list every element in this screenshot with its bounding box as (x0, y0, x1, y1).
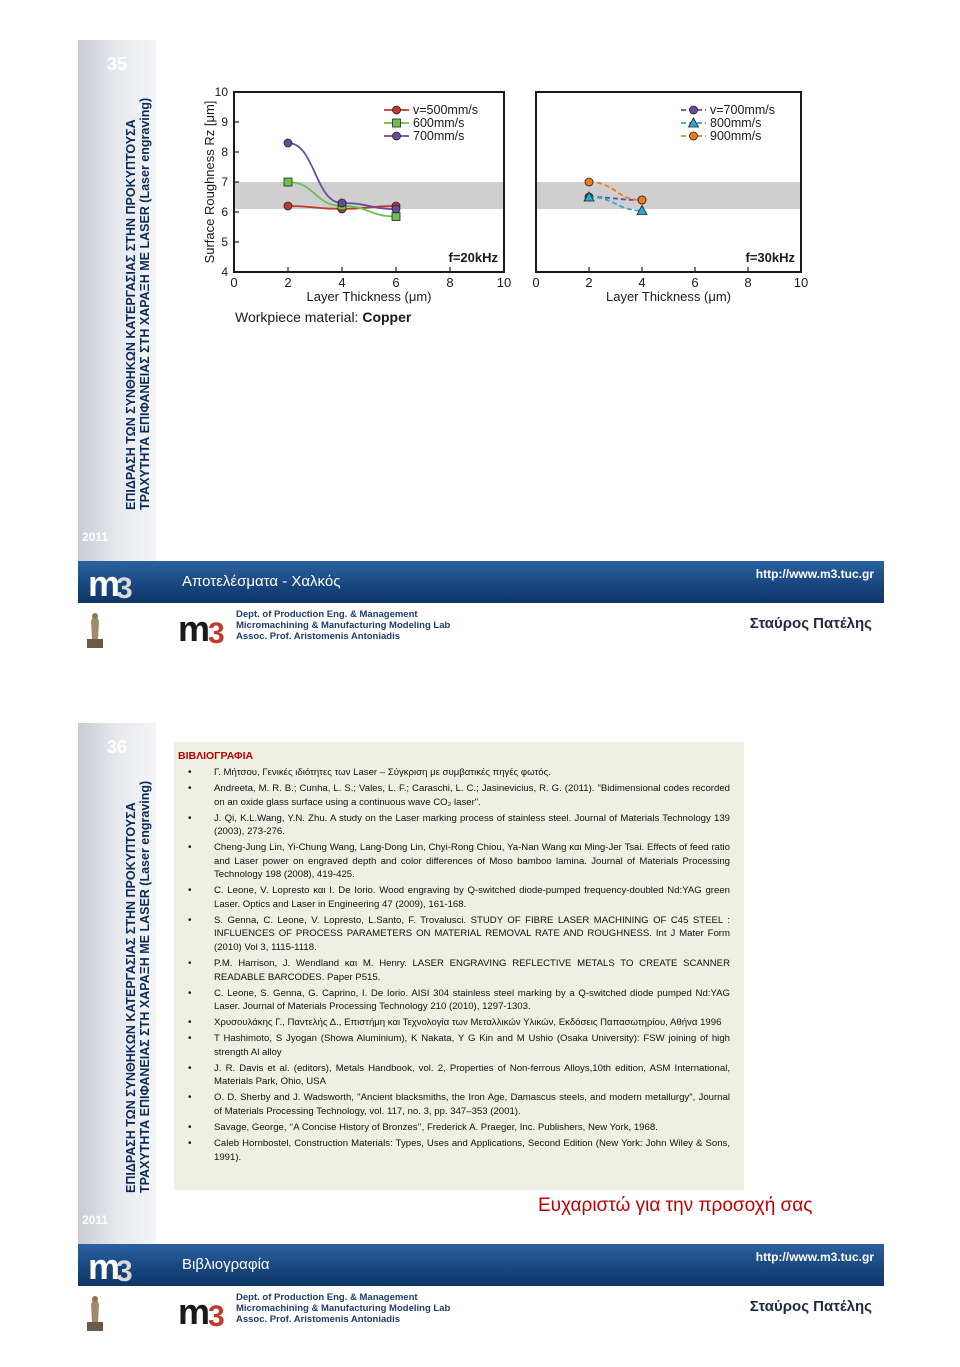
workpiece-label: Workpiece material: Copper (235, 309, 412, 325)
x-tick-label: 0 (532, 275, 540, 290)
y-tick-label: 4 (221, 265, 228, 279)
slide-title: Αποτελέσματα - Χαλκός (182, 573, 341, 590)
lab-line-1: Dept. of Production Eng. & Management (236, 1292, 418, 1303)
lab-info (236, 1292, 450, 1325)
data-point (638, 196, 646, 204)
x-tick-label: 2 (585, 275, 593, 290)
statue-icon (84, 1294, 106, 1332)
data-point (284, 178, 292, 186)
data-point (393, 106, 401, 114)
svg-text:3: 3 (208, 617, 225, 645)
bibliography-box (174, 742, 744, 1190)
m3-footer-logo-icon (178, 609, 234, 645)
x-tick-label: 8 (744, 275, 752, 290)
legend-label: 700mm/s (413, 129, 465, 143)
reference-item: • J. Qi, K.L.Wang, Y.N. Zhu. A study on the Laser marking process of stainless steel. Journal of Materials Technology 139 (2003), 273-276. (174, 812, 744, 839)
reference-item: • Andreeta, M. R. B.; Cunha, L. S.; Vales, L. F.; Caraschi, L. C.; Jasinevicius, R. G. (2011). "Bidimensional codes recorded on an oxide glass surface using a continuous wave CO₂ laser". (174, 782, 744, 809)
x-tick-label: 0 (230, 275, 238, 290)
data-point (392, 213, 400, 221)
x-tick-label: 2 (284, 275, 292, 290)
thanks-message: Ευχαριστώ για την προσοχή σας (538, 1195, 813, 1216)
x-axis-label: Layer Thickness (μm) (306, 289, 432, 304)
x-tick-label: 8 (446, 275, 454, 290)
sidebar (78, 40, 156, 561)
sidebar (78, 723, 156, 1244)
svg-text:3: 3 (116, 1255, 133, 1283)
svg-text:3: 3 (116, 572, 133, 600)
statue-icon (84, 611, 106, 649)
reference-item: • Caleb Hornbostel, Construction Materials: Types, Uses and Applications, Second Edition (New York: John Wiley & Sons, 1991). (174, 1137, 744, 1164)
author-name: Σταύρος Πατέλης (749, 615, 872, 632)
bibliography-title: ΒΙΒΛΙΟΓΡΑΦΙΑ (178, 750, 254, 762)
m3-footer-logo-icon (178, 1292, 234, 1328)
lab-line-2: Micromachining & Manufacturing Modeling Lab (236, 1303, 451, 1314)
reference-item: • C. Leone, V. Lopresto και I. De Iorio. Wood engraving by Q-switched diode-pumped frequency-doubled Nd:YAG green Laser. Optics and Laser in Engineering 47 (2009), 161-168. (174, 884, 744, 911)
reference-item: • S. Genna, C. Leone, V. Lopresto, L.Santo, F. Trovalusci. STUDY OF FIBRE LASER MACHINING OF C45 STEEL : INFLUENCES OF PROCESS PARAMETERS ON MATERIAL REMOVAL RATE AND ROUGHNESS. Int J Mater Form (2010) Vol 3, 1115-1118. (174, 914, 744, 955)
year-label: 2011 (82, 530, 109, 544)
data-point (393, 132, 401, 140)
svg-text:m: m (178, 1292, 211, 1328)
reference-item: • T Hashimoto, S Jyogan (Showa Aluminium), K Nakata, Y G Kin and M Ushio (Osaka University): FSW joining of high strength Al alloy (174, 1032, 744, 1059)
reference-item: • Γ. Μήτσου, Γενικές ιδιότητες των Laser – Σύγκριση με συμβατικές πηγές φωτός. (174, 766, 744, 780)
y-tick-label: 8 (221, 145, 228, 159)
slide-number: 36 (106, 737, 128, 757)
vertical-title-line2: ΤΡΑΧΥΤΗΤΑ ΕΠΙΦΑΝΕΙΑΣ ΣΤΗ ΧΑΡΑΞΗ ΜΕ LASER (Laser engraving) (138, 97, 152, 510)
vertical-title (124, 780, 152, 1193)
vertical-title (124, 97, 152, 510)
y-axis-label: Surface Roughness Rz [μm] (202, 100, 217, 264)
data-point (690, 132, 698, 140)
reference-item: • J. R. Davis et al. (editors), Metals Handbook, vol. 2, Properties of Non-ferrous Alloys,10th edition, ASM International, Materials Park, Ohio, USA (174, 1062, 744, 1089)
x-tick-label: 4 (638, 275, 646, 290)
reference-item: • Savage, George, ‘‘A Concise History of Bronzes’’, Frederick A. Praeger, Inc. Publishers, New York, 1968. (174, 1121, 744, 1135)
frequency-annotation: f=20kHz (448, 250, 498, 265)
svg-text:3: 3 (208, 1300, 225, 1328)
chart-area (196, 40, 884, 340)
m3-logo-icon (86, 1247, 142, 1283)
data-point (392, 205, 400, 213)
lab-info (236, 609, 450, 642)
y-tick-label: 9 (221, 115, 228, 129)
slide-36 (78, 723, 884, 1366)
x-tick-label: 10 (496, 275, 512, 290)
y-tick-label: 10 (214, 85, 228, 99)
legend-label: v=700mm/s (710, 103, 775, 117)
vertical-title-line1: ΕΠΙΔΡΑΣΗ ΤΩΝ ΣΥΝΘΗΚΩΝ ΚΑΤΕΡΓΑΣΙΑΣ ΣΤΗΝ ΠΡΟΚΥΠΤΟΥΣΑ (124, 119, 138, 510)
title-bar (78, 1244, 884, 1286)
reference-item: • Cheng-Jung Lin, Yi-Chung Wang, Lang-Dong Lin, Chyi-Rong Chiou, Ya-Nan Wang και Ming-Jer Tsai. Effects of feed ratio and Laser power on engraved depth and color differences of Moso bamboo lamina. Journal of Materials Processing Technology 198 (2008), 419-425. (174, 841, 744, 882)
frequency-annotation: f=30kHz (745, 250, 795, 265)
y-tick-label: 7 (221, 175, 228, 189)
website-link[interactable]: http://www.m3.tuc.gr (755, 1250, 874, 1264)
x-tick-label: 6 (392, 275, 400, 290)
slide-title: Βιβλιογραφία (182, 1256, 270, 1273)
x-axis-label: Layer Thickness (μm) (605, 289, 732, 304)
reference-item: • Χρυσουλάκης Γ., Παντελής Δ., Επιστήμη και Τεχνολογία των Μεταλλικών Υλικών, Εκδόσεις Παπασωτηρίου, Αθήνα 1996 (174, 1016, 744, 1030)
legend-label: 600mm/s (413, 116, 465, 130)
lab-line-3: Assoc. Prof. Aristomenis Antoniadis (236, 631, 400, 642)
data-point (338, 199, 346, 207)
data-point (284, 139, 292, 147)
target-band (234, 182, 504, 209)
svg-text:m: m (88, 1247, 121, 1283)
vertical-title-line1: ΕΠΙΔΡΑΣΗ ΤΩΝ ΣΥΝΘΗΚΩΝ ΚΑΤΕΡΓΑΣΙΑΣ ΣΤΗΝ ΠΡΟΚΥΠΤΟΥΣΑ (124, 802, 138, 1193)
y-tick-label: 5 (221, 235, 228, 249)
chart-20khz (202, 85, 511, 304)
legend-label: v=500mm/s (413, 103, 478, 117)
data-point (690, 106, 698, 114)
title-bar (78, 561, 884, 603)
reference-item: • C. Leone, S. Genna, G. Caprino, I. De Iorio. AISI 304 stainless steel marking by a Q-switched diode pumped Nd:YAG Laser. Journal of Materials Processing Technology 210 (2010), 1297-1303. (174, 987, 744, 1014)
reference-item: • P.M. Harrison, J. Wendland και M. Henry. LASER ENGRAVING REFLECTIVE METALS TO CREATE SCANNER READABLE BARCODES. Paper P515. (174, 957, 744, 984)
vertical-title-line2: ΤΡΑΧΥΤΗΤΑ ΕΠΙΦΑΝΕΙΑΣ ΣΤΗ ΧΑΡΑΞΗ ΜΕ LASER (Laser engraving) (138, 780, 152, 1193)
svg-text:m: m (88, 564, 121, 600)
m3-logo-icon (86, 564, 142, 600)
data-point (284, 202, 292, 210)
x-tick-label: 4 (338, 275, 346, 290)
lab-line-3: Assoc. Prof. Aristomenis Antoniadis (236, 1314, 400, 1325)
svg-text:m: m (178, 609, 211, 645)
lab-line-2: Micromachining & Manufacturing Modeling Lab (236, 620, 451, 631)
footer (78, 603, 884, 683)
x-tick-label: 6 (691, 275, 699, 290)
reference-list (174, 766, 744, 1164)
reference-item: • O. D. Sherby and J. Wadsworth, "Ancient blacksmiths, the Iron Age, Damascus steels, and modern metallurgy", Journal of Materials Processing Technology, vol. 117, no. 3, pp. 347–353 (2001). (174, 1091, 744, 1118)
legend-label: 800mm/s (710, 116, 762, 130)
slide-35 (78, 40, 884, 683)
chart-30khz (532, 92, 808, 304)
lab-line-1: Dept. of Production Eng. & Management (236, 609, 418, 620)
target-band (536, 182, 801, 209)
y-tick-label: 6 (221, 205, 228, 219)
footer (78, 1286, 884, 1366)
year-label: 2011 (82, 1213, 109, 1227)
legend-label: 900mm/s (710, 129, 762, 143)
x-tick-label: 10 (793, 275, 809, 290)
website-link[interactable]: http://www.m3.tuc.gr (755, 567, 874, 581)
author-name: Σταύρος Πατέλης (749, 1298, 872, 1315)
data-point (393, 119, 401, 127)
data-point (585, 178, 593, 186)
slide-number: 35 (106, 54, 128, 74)
